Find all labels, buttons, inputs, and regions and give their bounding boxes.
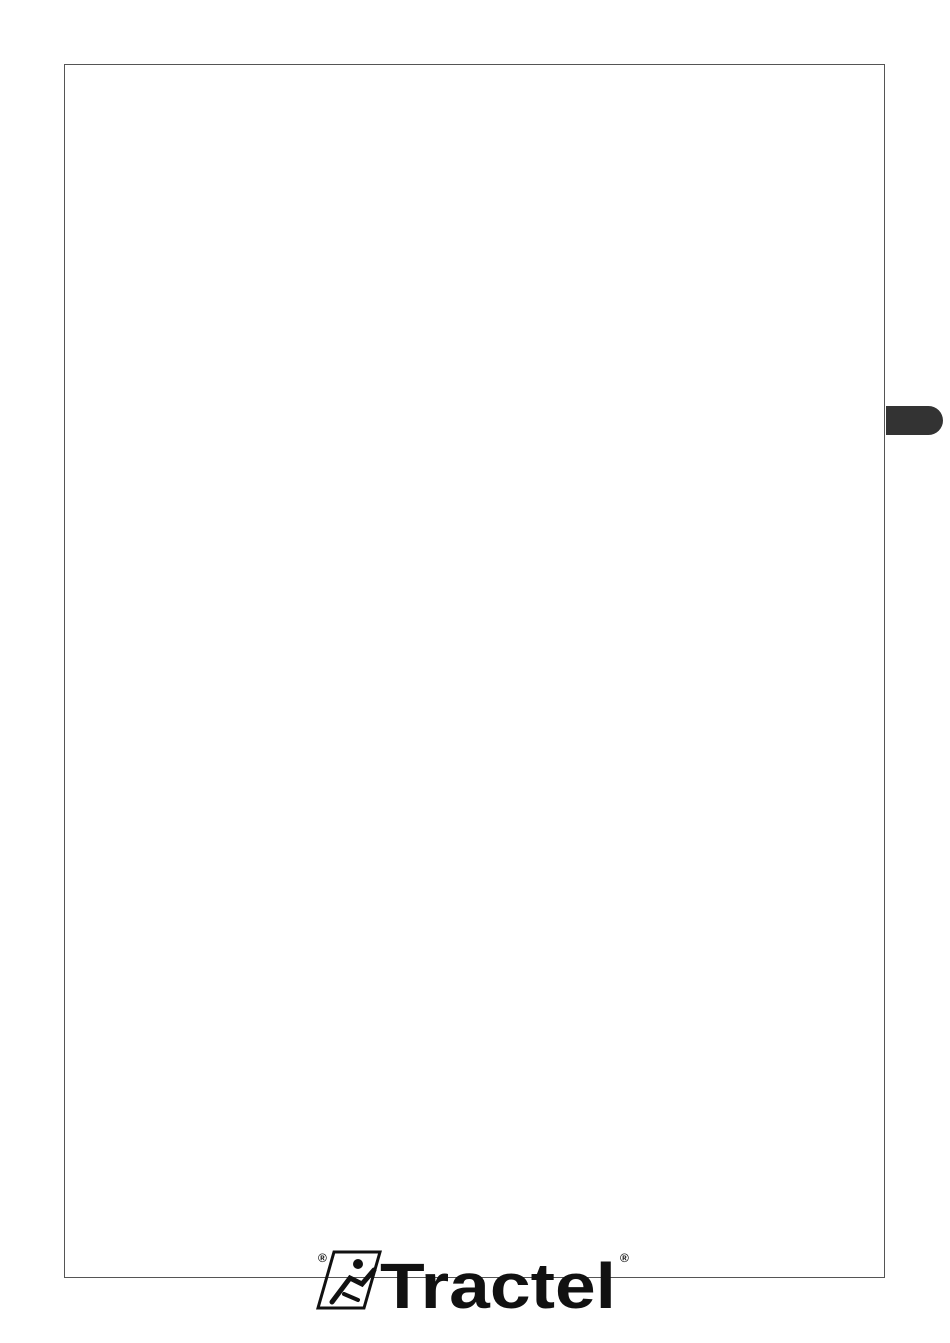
registered-mark-left: ®: [318, 1251, 327, 1265]
footer-logo: [0, 1240, 950, 1320]
registered-mark-right: ®: [620, 1251, 629, 1265]
section-tab: [886, 406, 943, 435]
tractel-logo-icon: [0, 1240, 950, 1320]
brand-wordmark: Tractel: [380, 1250, 616, 1320]
page-border: [64, 64, 885, 1278]
